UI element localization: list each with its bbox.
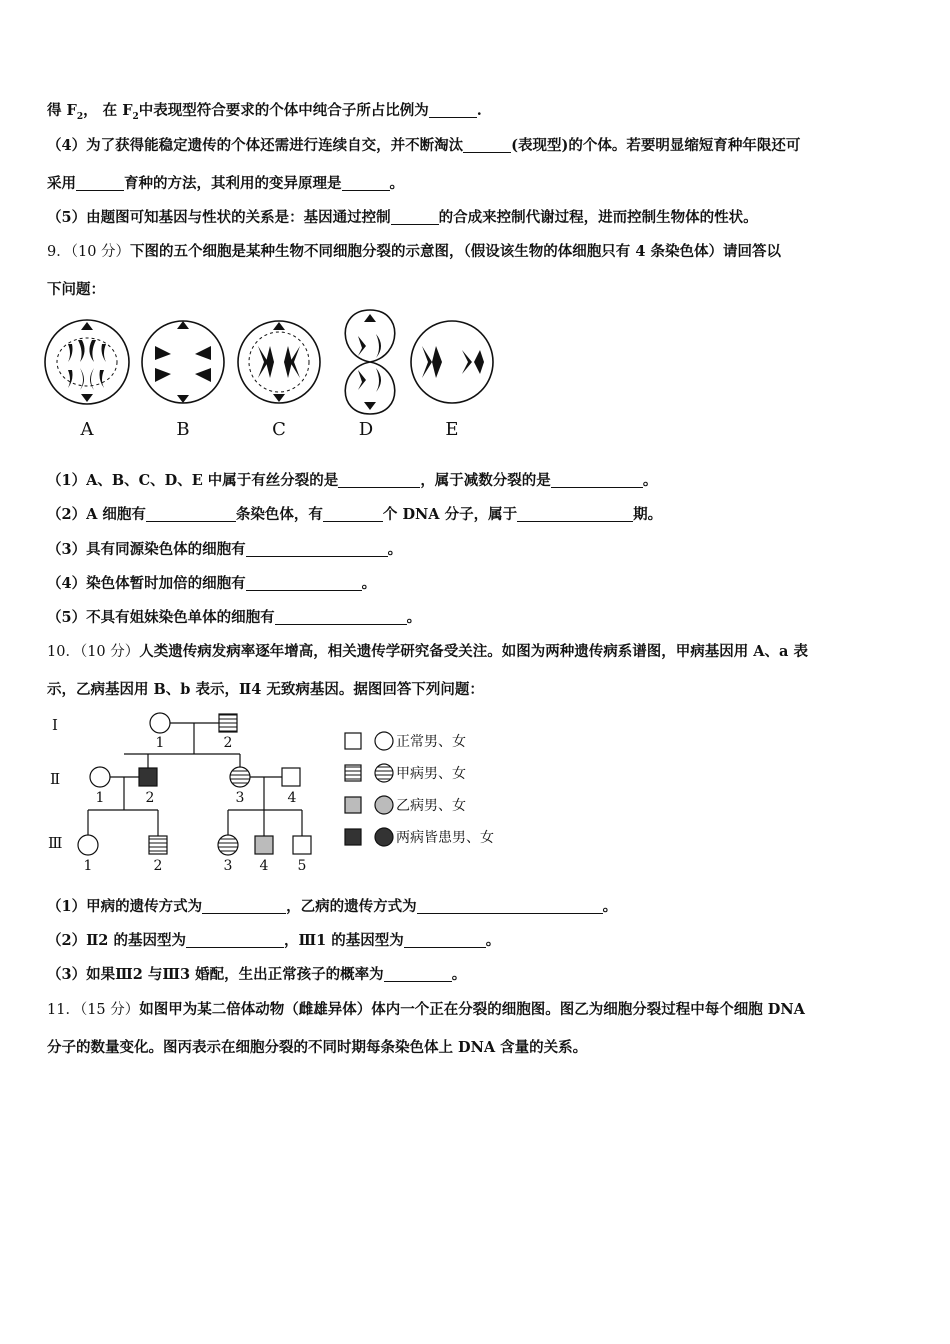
q9-part-1: （1）A、B、C、D、E 中属于有丝分裂的是 ，属于减数分裂的是 。 bbox=[47, 472, 658, 489]
legend-jia: 甲病男、女 bbox=[396, 766, 466, 782]
svg-text:3: 3 bbox=[235, 790, 245, 806]
answer-blank[interactable] bbox=[186, 933, 284, 948]
cell-c bbox=[238, 321, 320, 403]
answer-blank[interactable] bbox=[342, 176, 390, 191]
svg-text:2: 2 bbox=[153, 858, 163, 874]
svg-text:4: 4 bbox=[259, 858, 269, 874]
answer-blank[interactable] bbox=[246, 542, 388, 557]
cell-label-e: E bbox=[445, 419, 459, 440]
svg-text:2: 2 bbox=[145, 790, 155, 806]
legend-both: 两病皆患男、女 bbox=[396, 830, 494, 846]
text-line-1: 得 $F_2$， 在 $F_2$中表现型符合要求的个体中纯合子所占比例为 . bbox=[47, 102, 482, 122]
answer-blank[interactable] bbox=[429, 103, 477, 118]
svg-text:4: 4 bbox=[287, 790, 297, 806]
svg-text:1: 1 bbox=[155, 735, 165, 751]
gen-label-3: Ⅲ bbox=[48, 834, 63, 852]
text-line-2: （4）为了获得能稳定遗传的个体还需进行连续自交，并不断淘汰 (表现型)的个体。若要明显缩短育种年限还可 bbox=[47, 137, 801, 154]
q9-part-3: （3）具有同源染色体的细胞有 。 bbox=[47, 541, 403, 558]
question-9-cont: 下问题： bbox=[47, 281, 105, 298]
q10-part-2: （2）Ⅱ2 的基因型为 ，Ⅲ1 的基因型为 。 bbox=[47, 932, 501, 949]
question-10: 10．（10 分）人类遗传病发病率逐年增高，相关遗传学研究备受关注。如图为两种遗传病系谱图，甲病基因用 A、a 表 bbox=[47, 643, 809, 660]
answer-blank[interactable] bbox=[323, 507, 383, 522]
answer-blank[interactable] bbox=[275, 610, 407, 625]
cell-label-d: D bbox=[358, 419, 374, 440]
answer-blank[interactable] bbox=[146, 507, 236, 522]
q9-part-5: （5）不具有姐妹染色单体的细胞有 。 bbox=[47, 609, 422, 626]
legend-normal: 正常男、女 bbox=[396, 734, 466, 750]
text-line-3: 采用 育种的方法，其利用的变异原理是 。 bbox=[47, 175, 404, 192]
svg-text:3: 3 bbox=[223, 858, 233, 874]
cell-division-figure bbox=[40, 306, 500, 446]
text-line-4: （5）由题图可知基因与性状的关系是：基因通过控制 的合成来控制代谢过程，进而控制生物体的性状。 bbox=[47, 209, 758, 226]
answer-blank[interactable] bbox=[246, 576, 362, 591]
question-11-cont: 分子的数量变化。图丙表示在细胞分裂的不同时期每条染色体上 DNA 含量的关系。 bbox=[47, 1039, 588, 1056]
question-9: 9．（10 分）下图的五个细胞是某种生物不同细胞分裂的示意图，（假设该生物的体细胞只有 4 条染色体）请回答以 bbox=[47, 243, 781, 260]
svg-text:1: 1 bbox=[95, 790, 105, 806]
cell-d bbox=[345, 310, 395, 414]
answer-blank[interactable] bbox=[404, 933, 486, 948]
answer-blank[interactable] bbox=[384, 967, 452, 982]
cell-b bbox=[142, 321, 224, 403]
question-11: 11．（15 分）如图甲为某二倍体动物（雌雄异体）体内一个正在分裂的细胞图。图乙为细胞分裂过程中每个细胞 DNA bbox=[47, 1001, 805, 1018]
answer-blank[interactable] bbox=[202, 899, 286, 914]
svg-text:1: 1 bbox=[83, 858, 93, 874]
answer-blank[interactable] bbox=[391, 210, 439, 225]
answer-blank[interactable] bbox=[76, 176, 124, 191]
cell-label-c: C bbox=[272, 419, 286, 440]
gen-label-1: Ⅰ bbox=[52, 716, 58, 734]
svg-text:5: 5 bbox=[297, 858, 307, 874]
q9-part-4: （4）染色体暂时加倍的细胞有 。 bbox=[47, 575, 377, 592]
cell-label-a: A bbox=[80, 419, 94, 440]
answer-blank[interactable] bbox=[517, 507, 633, 522]
question-10-cont: 示，乙病基因用 B、b 表示，Ⅱ4 无致病基因。据图回答下列问题： bbox=[47, 681, 484, 698]
answer-blank[interactable] bbox=[551, 473, 643, 488]
answer-blank[interactable] bbox=[417, 899, 603, 914]
q9-part-2: （2）A 细胞有 条染色体，有 个 DNA 分子，属于 期。 bbox=[47, 506, 663, 523]
gen-label-2: Ⅱ bbox=[50, 770, 61, 788]
cell-label-b: B bbox=[176, 419, 190, 440]
pedigree-chart bbox=[40, 706, 540, 881]
cell-a bbox=[45, 320, 129, 404]
answer-blank[interactable] bbox=[338, 473, 420, 488]
svg-text:2: 2 bbox=[223, 735, 233, 751]
legend-yi: 乙病男、女 bbox=[396, 798, 466, 814]
answer-blank[interactable] bbox=[463, 138, 511, 153]
q10-part-3: （3）如果Ⅲ2 与Ⅲ3 婚配，生出正常孩子的概率为 。 bbox=[47, 966, 467, 983]
q10-part-1: （1）甲病的遗传方式为 ，乙病的遗传方式为 。 bbox=[47, 898, 618, 915]
